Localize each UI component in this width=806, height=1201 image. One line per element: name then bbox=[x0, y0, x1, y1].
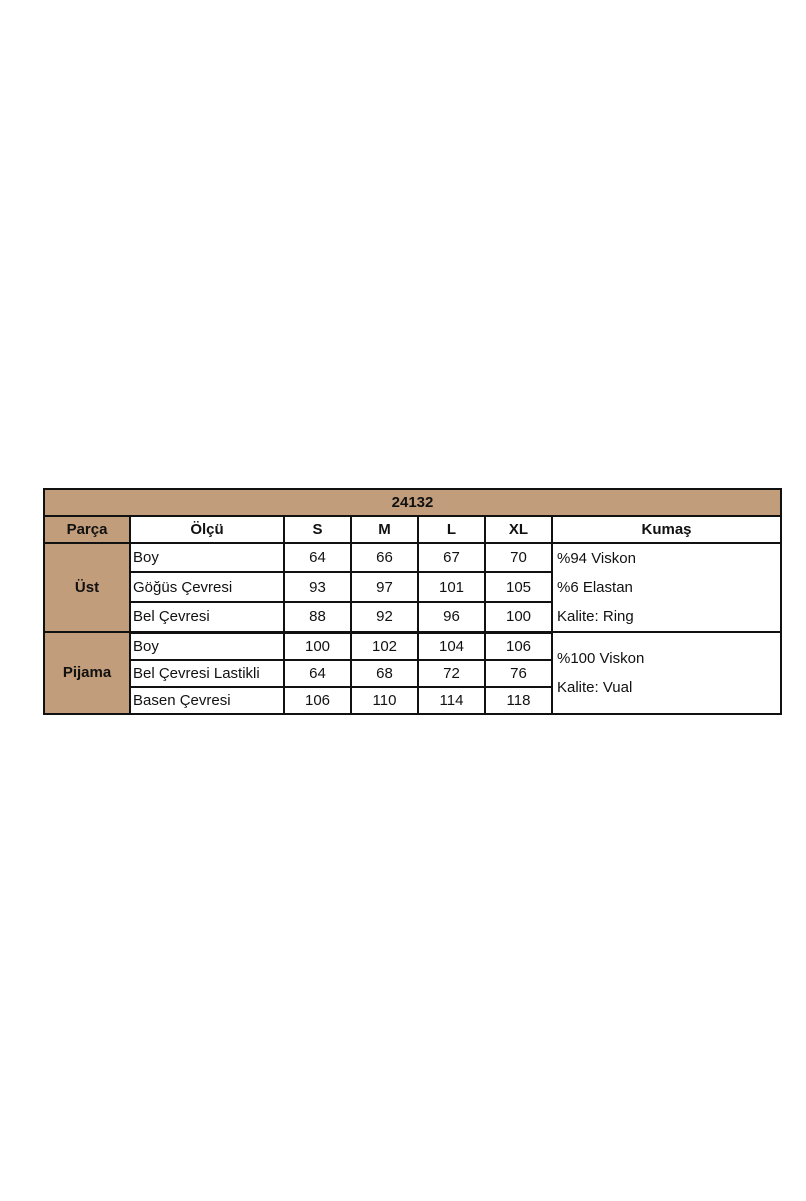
size-value: 100 bbox=[485, 602, 552, 632]
product-code: 24132 bbox=[44, 489, 781, 516]
table-row bbox=[44, 632, 781, 660]
size-value: 93 bbox=[284, 572, 351, 601]
title-row bbox=[44, 489, 781, 516]
part-label-pajama: Pijama bbox=[44, 632, 130, 714]
size-value: 88 bbox=[284, 602, 351, 632]
header-size-xl: XL bbox=[485, 516, 552, 543]
fabric-info-pajama bbox=[552, 632, 781, 714]
header-fabric: Kumaş bbox=[552, 516, 781, 543]
header-size-s: S bbox=[284, 516, 351, 543]
measurement-label: Bel Çevresi bbox=[130, 602, 284, 632]
size-chart-table bbox=[43, 488, 782, 715]
size-value: 64 bbox=[284, 660, 351, 687]
measurement-label: Bel Çevresi Lastikli bbox=[130, 660, 284, 687]
size-value: 92 bbox=[351, 602, 418, 632]
measurement-label: Göğüs Çevresi bbox=[130, 572, 284, 601]
header-size-m: M bbox=[351, 516, 418, 543]
size-value: 68 bbox=[351, 660, 418, 687]
size-value: 96 bbox=[418, 602, 485, 632]
header-part: Parça bbox=[44, 516, 130, 543]
fabric-line: %6 Elastan bbox=[557, 579, 633, 596]
measurement-label: Basen Çevresi bbox=[130, 687, 284, 714]
header-row bbox=[44, 516, 781, 543]
fabric-line: Kalite: Ring bbox=[557, 608, 634, 625]
size-value: 118 bbox=[485, 687, 552, 714]
measurement-label: Boy bbox=[130, 632, 284, 660]
size-value: 110 bbox=[351, 687, 418, 714]
fabric-line: %94 Viskon bbox=[557, 550, 636, 567]
size-value: 66 bbox=[351, 543, 418, 572]
fabric-line: Kalite: Vual bbox=[557, 678, 633, 696]
size-value: 100 bbox=[284, 632, 351, 660]
size-value: 105 bbox=[485, 572, 552, 601]
size-value: 76 bbox=[485, 660, 552, 687]
size-value: 106 bbox=[284, 687, 351, 714]
fabric-line: %100 Viskon bbox=[557, 649, 645, 667]
size-value: 70 bbox=[485, 543, 552, 572]
size-value: 106 bbox=[485, 632, 552, 660]
size-value: 97 bbox=[351, 572, 418, 601]
fabric-info-top bbox=[552, 543, 781, 632]
header-measurement: Ölçü bbox=[130, 516, 284, 543]
size-value: 64 bbox=[284, 543, 351, 572]
header-size-l: L bbox=[418, 516, 485, 543]
part-label-top: Üst bbox=[44, 543, 130, 632]
size-value: 72 bbox=[418, 660, 485, 687]
size-value: 101 bbox=[418, 572, 485, 601]
size-value: 67 bbox=[418, 543, 485, 572]
measurement-label: Boy bbox=[130, 543, 284, 572]
size-value: 114 bbox=[418, 687, 485, 714]
size-value: 104 bbox=[418, 632, 485, 660]
table-row bbox=[44, 543, 781, 572]
size-value: 102 bbox=[351, 632, 418, 660]
